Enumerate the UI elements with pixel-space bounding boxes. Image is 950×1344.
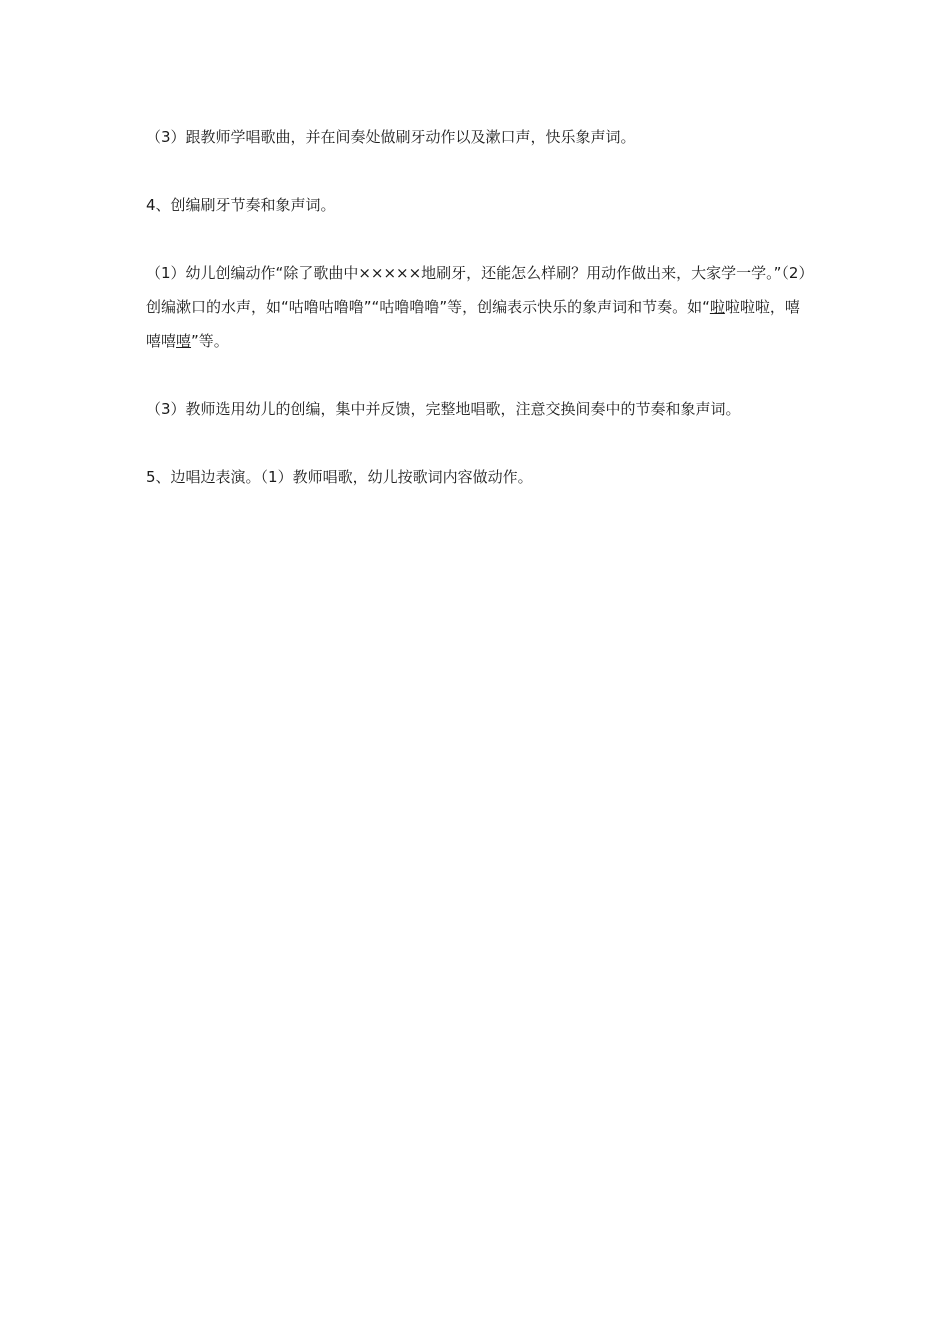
- paragraph-teacher-feedback: （3）教师选用幼儿的创编，集中并反馈，完整地唱歌，注意交换间奏中的节奏和象声词。: [146, 400, 741, 418]
- paragraph-text-part: （1）幼儿创编动作“除了歌曲中×××××地刷牙，还能怎么样刷？用动作做出来，大家学一学。”（2）创编漱口的水声，如“咕噜咕噜噜”“咕噜噜噜”等，创编表示快乐的象声词和节奏。如“: [146, 264, 806, 316]
- paragraph-step-3-sing: （3）跟教师学唱歌曲，并在间奏处做刷牙动作以及漱口声，快乐象声词。: [146, 128, 636, 146]
- paragraph-section-5-perform: 5、边唱边表演。（1）教师唱歌，幼儿按歌词内容做动作。: [146, 468, 533, 486]
- paragraph-text-part: ”等。: [191, 332, 229, 350]
- paragraph-section-4-heading: 4、创编刷牙节奏和象声词。: [146, 196, 336, 214]
- underlined-syllable: 嘻: [176, 332, 192, 350]
- underlined-syllable: 啦: [709, 298, 725, 316]
- document-body: [146, 120, 810, 528]
- paragraph-create-actions: [146, 256, 810, 358]
- paragraph-text-part: 啦啦啦，嘻嘻嘻: [146, 298, 800, 350]
